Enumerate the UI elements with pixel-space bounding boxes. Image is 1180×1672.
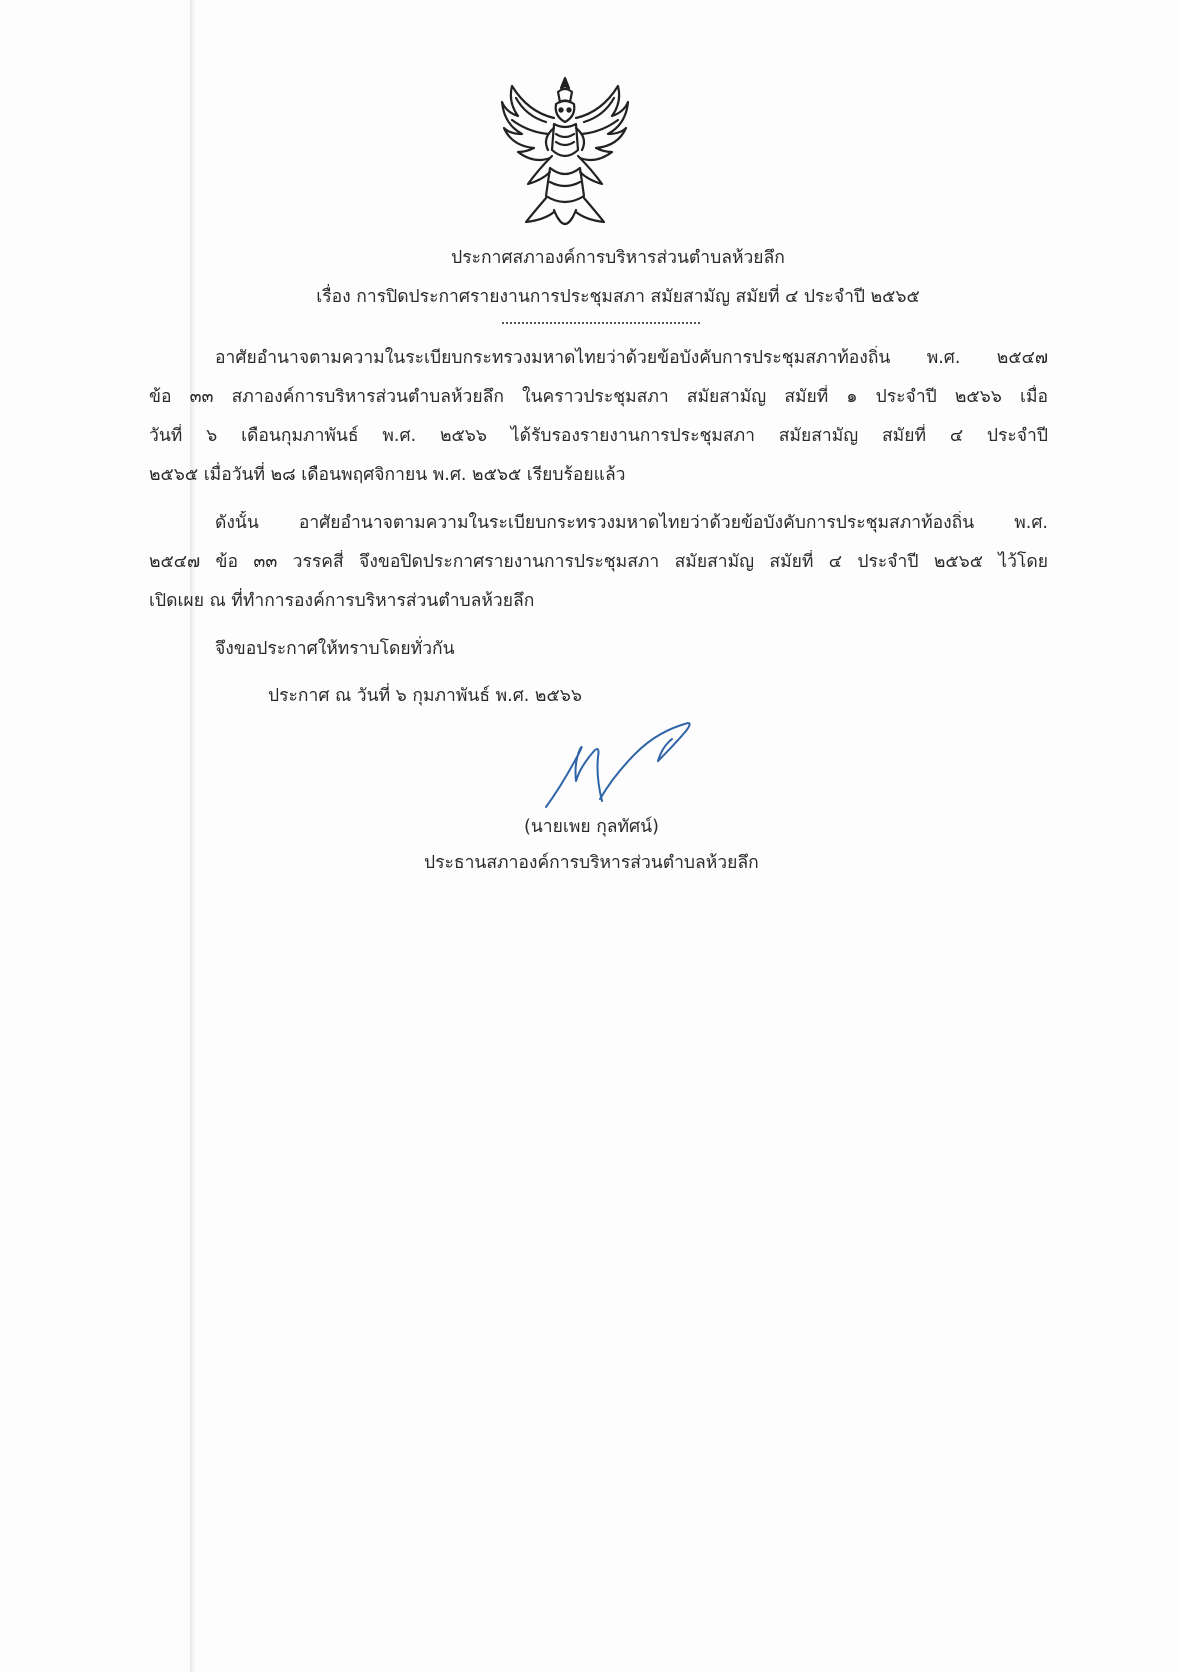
closing-statement: จึงขอประกาศให้ทราบโดยทั่วกัน xyxy=(215,639,455,659)
signer-name: (นายเพย กุลทัศน์) xyxy=(524,817,659,837)
signer-position: ประธานสภาองค์การบริหารส่วนตำบลห้วยลึก xyxy=(424,853,759,873)
announcement-header-title: ประกาศสภาองค์การบริหารส่วนตำบลห้วยลึก xyxy=(451,248,785,268)
separator-dotted-line xyxy=(502,322,700,324)
paragraph2-line3: เปิดเผย ณ ที่ทำการองค์การบริหารส่วนตำบลห้วยลึก xyxy=(149,591,535,611)
handwritten-signature-icon xyxy=(540,715,740,815)
paragraph1-line1: อาศัยอำนาจตามความในระเบียบกระทรวงมหาดไทยว่าด้วยข้อบังคับการประชุมสภาท้องถิ่น พ.ศ. ๒๕๔๗ xyxy=(215,348,1048,368)
garuda-emblem-icon xyxy=(498,72,632,240)
paragraph2-line2: ๒๕๔๗ ข้อ ๓๓ วรรคสี่ จึงขอปิดประกาศรายงานการประชุมสภา สมัยสามัญ สมัยที่ ๔ ประจำปี ๒๕๖๕ ไว้โดย xyxy=(149,552,1048,572)
paragraph2-line1: ดังนั้น อาศัยอำนาจตามความในระเบียบกระทรวงมหาดไทยว่าด้วยข้อบังคับการประชุมสภาท้องถิ่น พ.ศ. xyxy=(215,513,1048,533)
paragraph1-line4: ๒๕๖๕ เมื่อวันที่ ๒๘ เดือนพฤศจิกายน พ.ศ. ๒๕๖๕ เรียบร้อยแล้ว xyxy=(149,465,626,485)
announcement-subject: เรื่อง การปิดประกาศรายงานการประชุมสภา สมัยสามัญ สมัยที่ ๔ ประจำปี ๒๕๖๕ xyxy=(316,287,920,307)
announcement-date: ประกาศ ณ วันที่ ๖ กุมภาพันธ์ พ.ศ. ๒๕๖๖ xyxy=(268,686,582,706)
paragraph1-line2: ข้อ ๓๓ สภาองค์การบริหารส่วนตำบลห้วยลึก ในคราวประชุมสภา สมัยสามัญ สมัยที่ ๑ ประจำปี ๒๕๖๖ เมื่อ xyxy=(149,387,1048,407)
paragraph1-line3: วันที่ ๖ เดือนกุมภาพันธ์ พ.ศ. ๒๕๖๖ ได้รับรองรายงานการประชุมสภา สมัยสามัญ สมัยที่ ๔ ประจำปี xyxy=(149,426,1048,446)
